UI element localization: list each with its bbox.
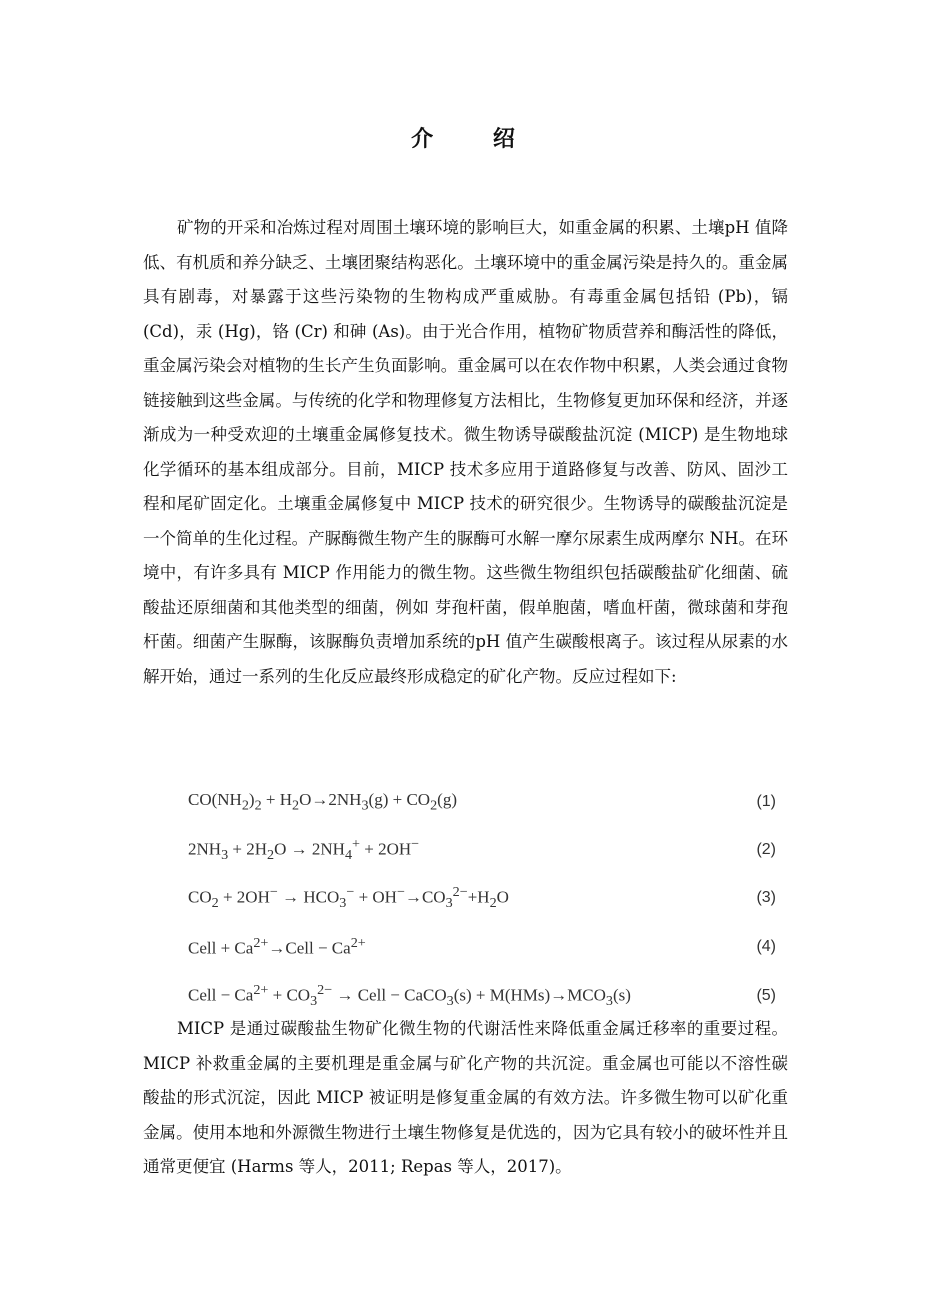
equation-5 bbox=[188, 981, 778, 1011]
equation-2-formula: $2NH_3 + 2H_2O \to 2NH_4^+ + 2OH^-$ bbox=[188, 835, 420, 864]
equation-2-number: (2) bbox=[756, 841, 776, 858]
equation-4-number: (4) bbox=[756, 938, 776, 955]
equation-1-number: (1) bbox=[756, 793, 776, 810]
equation-1-formula: $CO(NH_2)_2 + H_2O\to 2NH_3(g) + CO_2(g)$ bbox=[188, 789, 457, 814]
page-title: 介 绍 bbox=[411, 126, 541, 152]
equation-3 bbox=[188, 883, 778, 913]
equation-1 bbox=[188, 787, 778, 817]
equation-5-number: (5) bbox=[756, 987, 776, 1004]
equation-3-formula: $CO_2 + 2OH^- \to HCO_3^- + OH^-\to CO_3^{2-}+H_2O$ bbox=[188, 883, 509, 912]
equation-4 bbox=[188, 932, 778, 962]
equation-4-formula: Cell + $Ca^{2+}\to Cell - Ca^{2+}$ bbox=[188, 935, 366, 958]
equation-3-number: (3) bbox=[756, 889, 776, 906]
equation-5-formula: Cell − $Ca^{2+} + CO_3^{2-}$ → Cell − CaCO$_3$(s) + $M(HMs)\to MCO_3(s)$ bbox=[188, 981, 631, 1010]
intro-paragraph-2: MICP 是通过碳酸盐生物矿化微生物的代谢活性来降低重金属迁移率的重要过程。MICP 补救重金属的主要机理是重金属与矿化产物的共沉淀。重金属也可能以不溶性碳酸盐的形式沉淀，因此 MICP 被证明是修复重金属的有效方法。许多微生物可以矿化重金属。使用本地和外源微生物进行土壤生物修复是优选的，因为它具有较小的破坏性并且通常更便宜 (Harms 等人，2011; Repas 等人，2017)。 bbox=[143, 1019, 788, 1176]
intro-paragraph-1: 矿物的开采和冶炼过程对周围土壤环境的影响巨大，如重金属的积累、土壤pH 值降低、有机质和养分缺乏、土壤团聚结构恶化。土壤环境中的重金属污染是持久的。重金属具有剧毒，对暴露于这些污染物的生物构成严重威胁。有毒重金属包括铅 (Pb)，镉 (Cd)，汞 (Hg)，铬 (Cr) 和砷 (As)。由于光合作用，植物矿物质营养和酶活性的降低，重金属污染会对植物的生长产生负面影响。重金属可以在农作物中积累，人类会通过食物链接触到这些金属。与传统的化学和物理修复方法相比，生物修复更加环保和经济，并逐渐成为一种受欢迎的土壤重金属修复技术。微生物诱导碳酸盐沉淀 (MICP) 是生物地球化学循环的基本组成部分。目前，MICP 技术多应用于道路修复与改善、防风、固沙工程和尾矿固定化。土壤重金属修复中 MICP 技术的研究很少。生物诱导的碳酸盐沉淀是一个简单的生化过程。产脲酶微生物产生的脲酶可水解一摩尔尿素生成两摩尔 NH。在环境中，有许多具有 MICP 作用能力的微生物。这些微生物组织包括碳酸盐矿化细菌、硫酸盐还原细菌和其他类型的细菌，例如 芽孢杆菌，假单胞菌，嗜血杆菌，微球菌和芽孢杆菌。细菌产生脲酶，该脲酶负责增加系统的pH 值产生碳酸根离子。该过程从尿素的水解开始，通过一系列的生化反应最终形成稳定的矿化产物。反应过程如下: bbox=[143, 218, 788, 686]
equation-2 bbox=[188, 835, 778, 865]
